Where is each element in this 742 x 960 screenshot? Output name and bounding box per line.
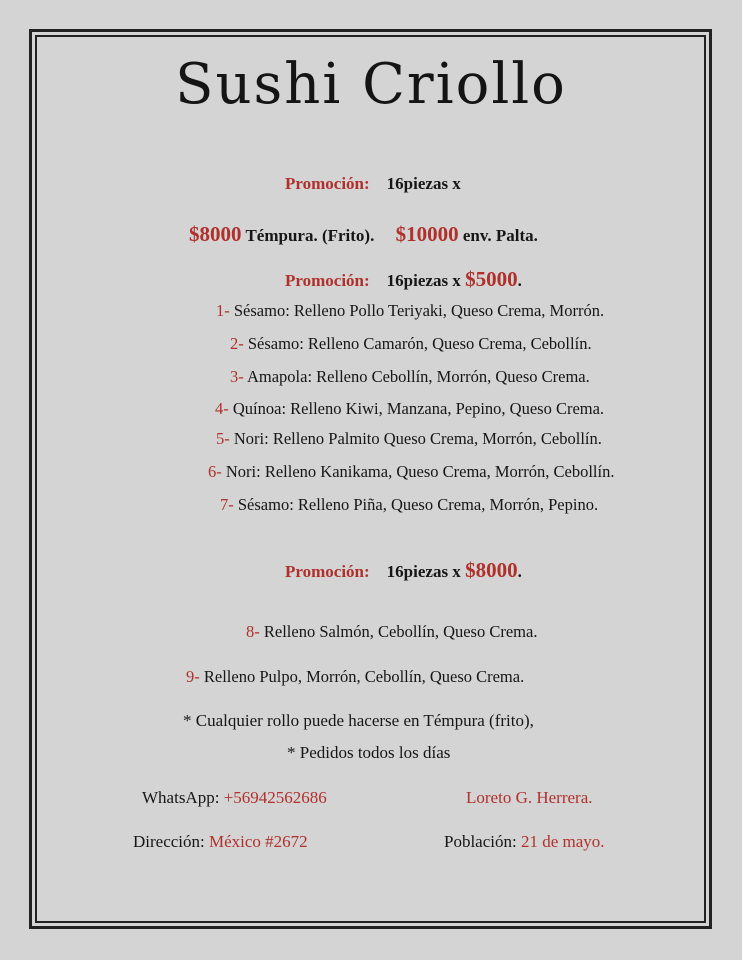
item-number: 5- [216,429,230,448]
list-item [230,367,590,387]
address [133,832,308,852]
item-text: Sésamo: Relleno Piña, Queso Crema, Morrón, Pepino. [237,495,599,514]
promo1-price-tempura: $8000 [189,222,242,246]
poblacion [444,832,605,852]
address-label: Dirección: [133,832,205,851]
item-text: Nori: Relleno Kanikama, Queso Crema, Morrón, Cebollín. [225,462,615,481]
promo2-suffix: . [517,271,522,290]
item-number: 7- [220,495,234,514]
promo1-tempura-text: Témpura. (Frito). [245,226,375,245]
list-item [186,667,524,687]
owner-name: Loreto G. Herrera. [466,788,593,807]
item-number: 9- [186,667,200,686]
whatsapp-contact [142,788,327,808]
item-number: 1- [216,301,230,320]
promo3-text: 16piezas x [386,562,461,581]
list-item [215,399,604,419]
promo3-suffix: . [517,562,522,581]
list-item [220,495,598,515]
item-text: Relleno Salmón, Cebollín, Queso Crema. [263,622,538,641]
promo1-price-palta: $10000 [395,222,459,246]
list-item [216,429,602,449]
address-value: México #2672 [209,832,308,851]
item-text: Sésamo: Relleno Pollo Teriyaki, Queso Crema, Morrón. [233,301,605,320]
item-number: 6- [208,462,222,481]
item-text: Amapola: Relleno Cebollín, Morrón, Queso Crema. [246,367,590,386]
item-number: 3- [230,367,244,386]
promo1-palta-text: env. Palta. [462,226,538,245]
note-daily: * Pedidos todos los días [287,743,451,762]
promo3-heading [285,558,522,583]
whatsapp-number: +56942562686 [223,788,327,807]
item-number: 2- [230,334,244,353]
promo1-text: 16piezas x [386,174,461,193]
promo1-heading [285,174,461,194]
list-item [230,334,592,354]
list-item [208,462,614,482]
list-item [246,622,537,642]
promo1-prices [189,222,538,247]
item-text: Nori: Relleno Palmito Queso Crema, Morrón, Cebollín. [233,429,602,448]
item-text: Sésamo: Relleno Camarón, Queso Crema, Cebollín. [247,334,592,353]
promo3-label: Promoción: [285,562,370,581]
promo1-label: Promoción: [285,174,370,193]
item-number: 8- [246,622,260,641]
item-number: 4- [215,399,229,418]
item-text: Relleno Pulpo, Morrón, Cebollín, Queso Crema. [203,667,525,686]
note-tempura: * Cualquier rollo puede hacerse en Témpura (frito), [183,711,534,730]
poblacion-value: 21 de mayo. [520,832,605,851]
promo3-price: $8000 [465,558,518,582]
poblacion-label: Población: [444,832,517,851]
promo2-price: $5000 [465,267,518,291]
promo2-text: 16piezas x [386,271,461,290]
item-text: Quínoa: Relleno Kiwi, Manzana, Pepino, Queso Crema. [232,399,605,418]
promo2-label: Promoción: [285,271,370,290]
whatsapp-label: WhatsApp: [142,788,220,807]
promo2-heading [285,267,522,292]
menu-title: Sushi Criollo [175,52,567,117]
list-item [216,301,604,321]
